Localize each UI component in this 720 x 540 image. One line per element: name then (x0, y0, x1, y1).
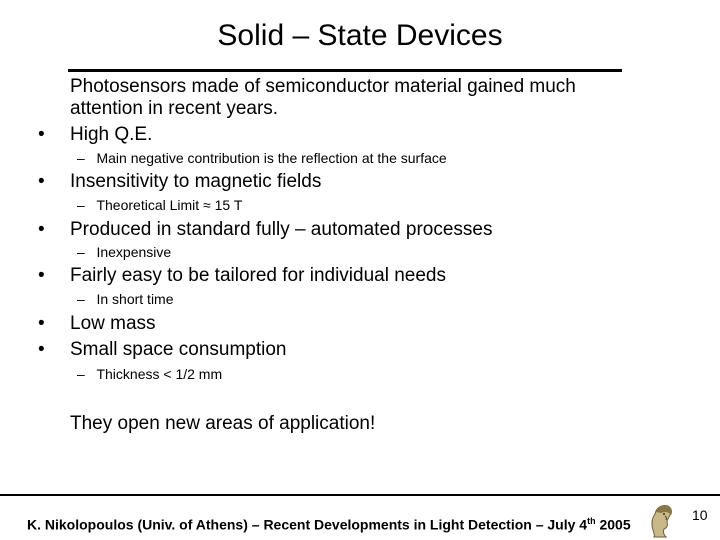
bullet-marker: • (38, 339, 45, 360)
bullet-high-qe: High Q.E. (70, 124, 153, 145)
footer-credit-main: K. Nikolopoulos (Univ. of Athens) – Recent Developments in Light Detection – July 4 (27, 516, 588, 533)
footer-divider (0, 494, 720, 496)
sub-bullet-text: Theoretical Limit ≈ 15 T (96, 197, 243, 213)
sub-bullet-theoretical-limit (77, 196, 242, 214)
sub-bullet-dash: – (77, 244, 85, 260)
footer-credit-year: 2005 (595, 516, 631, 533)
footer-credit-sup: th (587, 516, 596, 526)
sub-bullet-reflection (77, 149, 447, 167)
bullet-magnetic: Insensitivity to magnetic fields (70, 171, 322, 192)
title-underline (68, 69, 622, 72)
bullet-marker: • (38, 219, 45, 240)
bullet-small-space: Small space consumption (70, 339, 287, 360)
sub-bullet-thickness (77, 365, 222, 383)
sub-bullet-dash: – (77, 150, 85, 166)
bullet-marker: • (38, 171, 45, 192)
bullet-tailored: Fairly easy to be tailored for individual needs (70, 265, 446, 286)
intro-line-1: Photosensors made of semiconductor material gained much (70, 76, 576, 97)
bullet-automated: Produced in standard fully – automated processes (70, 219, 493, 240)
bullet-marker: • (38, 124, 45, 145)
sub-bullet-dash: – (77, 366, 85, 382)
closing-statement: They open new areas of application! (70, 413, 376, 434)
bullet-marker: • (38, 313, 45, 334)
sub-bullet-text: Main negative contribution is the reflection at the surface (96, 150, 447, 166)
bullet-marker: • (38, 265, 45, 286)
page-number: 10 (692, 507, 708, 523)
intro-line-2: attention in recent years. (70, 98, 279, 119)
slide-title: Solid – State Devices (217, 19, 503, 52)
sub-bullet-short-time (77, 290, 174, 308)
sub-bullet-text: Inexpensive (96, 244, 172, 260)
sub-bullet-dash: – (77, 291, 85, 307)
footer-credit (27, 512, 631, 534)
bullet-low-mass: Low mass (70, 313, 156, 334)
sub-bullet-dash: – (77, 197, 85, 213)
sub-bullet-text: Thickness < 1/2 mm (96, 366, 223, 382)
sub-bullet-text: In short time (96, 291, 174, 307)
athena-head-logo-icon (645, 500, 675, 538)
sub-bullet-inexpensive (77, 243, 171, 261)
